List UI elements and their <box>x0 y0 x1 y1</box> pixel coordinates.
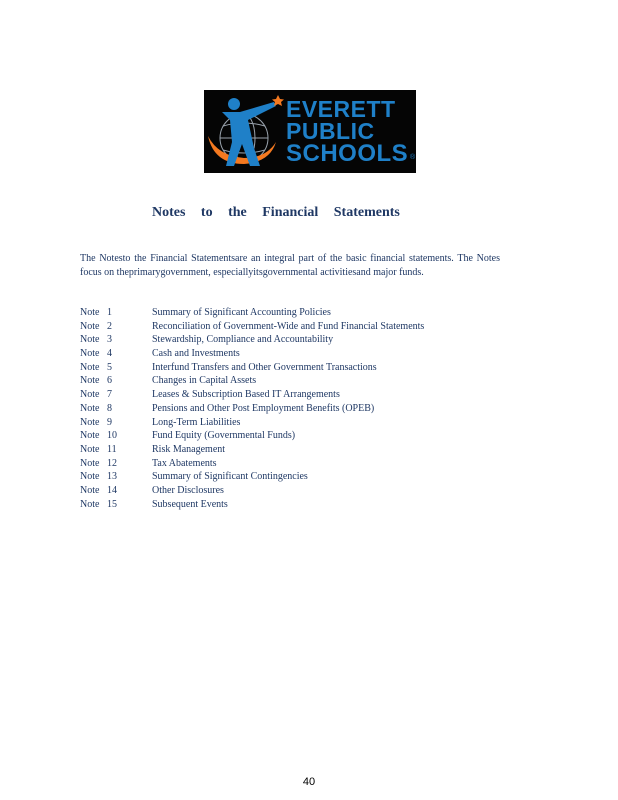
note-row <box>80 388 520 402</box>
note-number: Note 13 <box>80 471 117 483</box>
note-title: Changes in Capital Assets <box>152 375 257 387</box>
intro-paragraph: The Notesto the Financial Statementsare an integral part of the basic financial statements. The Notes focus on theprimarygovernment, especiallyitsgovernmental activitiesand major funds. <box>80 253 500 278</box>
note-title: Fund Equity (Governmental Funds) <box>152 430 296 442</box>
logo-text-line1: EVERETT <box>286 96 396 122</box>
student-globe-icon <box>204 90 286 173</box>
note-number: Note 3 <box>80 334 112 346</box>
note-row <box>80 361 520 375</box>
logo-text-line3: SCHOOLS <box>286 140 409 167</box>
note-row <box>80 306 520 320</box>
note-title: Stewardship, Compliance and Accountability <box>152 334 334 346</box>
note-row <box>80 333 520 347</box>
note-row <box>80 498 520 512</box>
note-title: Cash and Investments <box>152 348 240 360</box>
note-title: Risk Management <box>152 443 226 455</box>
note-row <box>80 470 520 484</box>
note-title: Summary of Significant Accounting Policies <box>152 307 331 318</box>
note-number: Note 2 <box>80 320 112 332</box>
note-number: Note 12 <box>80 457 117 469</box>
note-row <box>80 457 520 471</box>
note-title: Leases & Subscription Based IT Arrangements <box>152 389 340 401</box>
note-row <box>80 484 520 498</box>
notes-list <box>80 306 520 511</box>
page-title: Notes to the Financial Statements <box>152 205 400 220</box>
note-title: Summary of Significant Contingencies <box>152 471 308 483</box>
note-number: Note 6 <box>80 375 112 387</box>
note-number: Note 7 <box>80 389 112 401</box>
note-number: Note 14 <box>80 484 117 496</box>
note-number: Note 9 <box>80 416 112 428</box>
note-number: Note 15 <box>80 498 117 510</box>
note-row <box>80 374 520 388</box>
note-number: Note 8 <box>80 402 112 414</box>
note-row <box>80 347 520 361</box>
note-row <box>80 429 520 443</box>
note-number: Note 11 <box>80 443 117 455</box>
note-row <box>80 402 520 416</box>
note-title: Subsequent Events <box>152 498 228 510</box>
note-title: Interfund Transfers and Other Government Transactions <box>152 361 377 373</box>
note-number: Note 4 <box>80 348 112 360</box>
note-number: Note 10 <box>80 430 117 442</box>
page-number: 40 <box>302 776 316 788</box>
note-number: Note 1 <box>80 307 112 318</box>
note-row <box>80 443 520 457</box>
note-row <box>80 320 520 334</box>
note-title: Reconciliation of Government-Wide and Fund Financial Statements <box>152 320 425 332</box>
logo-text-line2: PUBLIC <box>286 118 375 144</box>
note-number: Note 5 <box>80 361 112 373</box>
district-logo <box>204 90 416 173</box>
note-title: Pensions and Other Post Employment Benefits (OPEB) <box>152 402 375 414</box>
note-title: Other Disclosures <box>152 484 224 496</box>
trademark-symbol: ® <box>410 154 416 161</box>
note-row <box>80 416 520 430</box>
note-title: Long-Term Liabilities <box>152 416 241 428</box>
note-title: Tax Abatements <box>152 457 217 469</box>
